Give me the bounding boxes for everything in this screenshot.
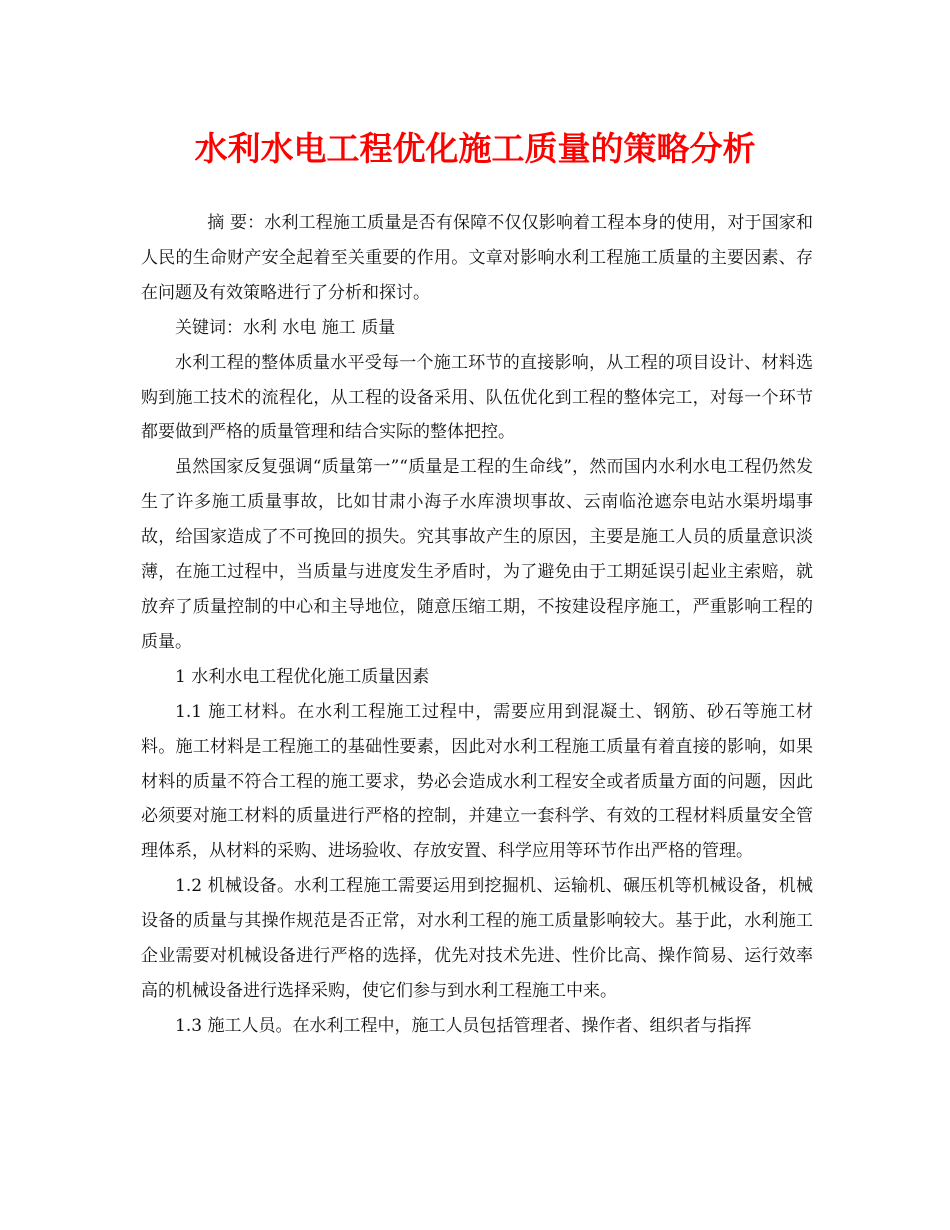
body-paragraph: 1.1 施工材料。在水利工程施工过程中，需要应用到混凝土、钢筋、砂石等施工材料。施工材料是工程施工的基础性要素，因此对水利工程施工质量有着直接的影响，如果材料的质量不符合工程的施工要求，势必会造成水利工程安全或者质量方面的问题，因此必须要对施工材料的质量进行严格的控制，并建立一套科学、有效的工程材料质量安全管理体系，从材料的采购、进场验收、存放安置、科学应用等环节作出严格的管理。 [141,701,813,862]
document-title: 水利水电工程优化施工质量的策略分析 [194,129,756,168]
section-heading: 1 水利水电工程优化施工质量因素 [175,666,430,687]
keywords-paragraph: 关键词：水利 水电 施工 质量 [175,317,396,338]
body-paragraph: 1.2 机械设备。水利工程施工需要运用到挖掘机、运输机、碾压机等机械设备，机械设备的质量与其操作规范是否正常，对水利工程的施工质量影响较大。基于此，水利施工企业需要对机械设备进行严格的选择，优先对技术先进、性价比高、操作简易、运行效率高的机械设备进行选择采购，使它们参与到水利工程施工中来。 [141,876,813,1001]
body-paragraph: 水利工程的整体质量水平受每一个施工环节的直接影响，从工程的项目设计、材料选购到施工技术的流程化，从工程的设备采用、队伍优化到工程的整体完工，对每一个环节都要做到严格的质量管理和结合实际的整体把控。 [141,352,813,443]
abstract-paragraph: 摘 要：水利工程施工质量是否有保障不仅仅影响着工程本身的使用，对于国家和人民的生命财产安全起着至关重要的作用。文章对影响水利工程施工质量的主要因素、存在问题及有效策略进行了分析和探讨。 [141,213,813,303]
body-paragraph: 1.3 施工人员。在水利工程中，施工人员包括管理者、操作者、组织者与指挥 [175,1015,752,1036]
document-body [141,206,813,1044]
body-paragraph: 虽然国家反复强调“质量第一”“质量是工程的生命线”，然而国内水利水电工程仍然发生了许多施工质量事故，比如甘肃小海子水库溃坝事故、云南临沧遮奈电站水渠坍塌事故，给国家造成了不可挽回的损失。究其事故产生的原因，主要是施工人员的质量意识淡薄，在施工过程中，当质量与进度发生矛盾时，为了避免由于工期延误引起业主索赔，就放弃了质量控制的中心和主导地位，随意压缩工期，不按建设程序施工，严重影响工程的质量。 [141,457,813,652]
